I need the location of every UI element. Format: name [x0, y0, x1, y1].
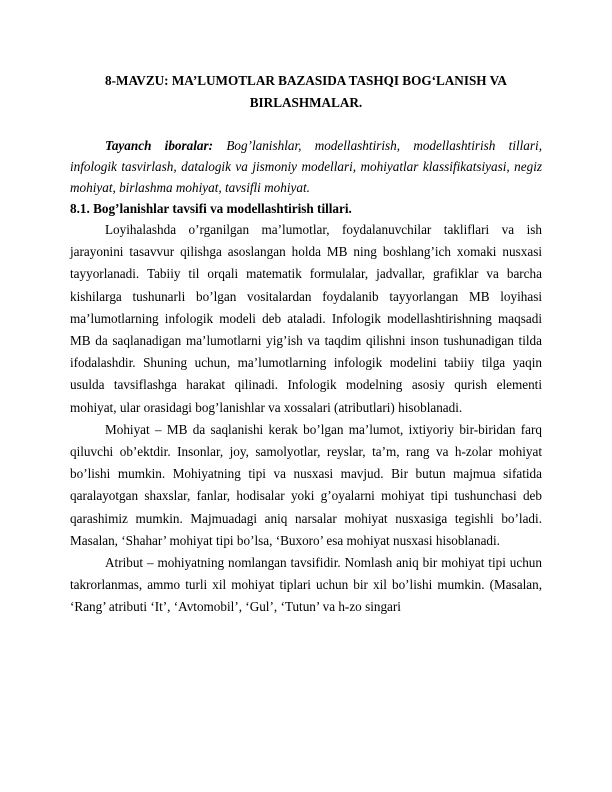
keywords-lead: Tayanch iboralar: — [105, 138, 214, 153]
paragraph-infologik-model: Loyihalashda o’rganilgan ma’lumotlar, foydalanuvchilar takliflari va ish jarayonini tasavvur qilishga asoslangan holda MB ning boshlang’ich xomaki nusxasi tayyorlanadi. Tabiiy til orqali matematik formulalar, jadvallar, grafiklar va barcha kishilarga tushunarli bo’lgan vositalardan foydalanib tayyorlangan MB loyihasi ma’lumotlarning infologik modeli deb ataladi. Infologik modellashtirishning maqsadi MB da saqlanadigan ma’lumotlarni yig’ish va taqdim qilishni inson tushunadigan tilda ifodalashdir. Shuning uchun, ma’lumotlarning infologik modelini tabiiy tilga yaqin usulda tavsiflashga harakat qilinadi. Infologik modelning asosiy qurish elementi mohiyat, ular orasidagi bog’lanishlar va xossalari (atributlari) hisoblanadi. — [70, 222, 542, 415]
paragraph-mohiyat: Mohiyat – MB da saqlanishi kerak bo’lgan ma’lumot, ixtiyoriy bir-biridan farq qiluvchi ob’ektdir. Insonlar, joy, samolyotlar, reyslar, ta’m, rang va h-zolar mohiyat bo’lishi mumkin. Mohiyatning tipi va nusxasi mavjud. Bir butun majmua sifatida qaralayotgan shaxslar, fanlar, hodisalar yoki g’oyalarni mohiyat tipi tushunchasi deb qarashimiz mumkin. Majmuadagi aniq narsalar mohiyat nusxasiga tegishli bo’ladi. Masalan, ‘Shahar’ mohiyat tipi bo’lsa, ‘Buxoro’ esa mohiyat nusxasi hisoblanadi. — [70, 421, 542, 548]
spacer — [70, 114, 542, 135]
paragraph-atribut: Atribut – mohiyatning nomlangan tavsifidir. Nomlash aniq bir mohiyat tipi uchun takrorlanmas, ammo turli xil mohiyat tiplari uchun bir xil bo’lishi mumkin. (Masalan, ‘Rang’ atributi ‘It’, ‘Avtomobil’, ‘Gul’, ‘Tutun’ va h-zo singari — [70, 555, 542, 615]
keywords-paragraph — [70, 135, 542, 198]
document-page — [70, 70, 542, 619]
document-title — [70, 70, 542, 114]
title-line-1: 8-MAVZU: MA’LUMOTLAR BAZASIDA TASHQI BOG‘LANISH VA — [105, 73, 507, 88]
section-heading: 8.1. Bog’lanishlar tavsifi va modellashtirish tillari. — [70, 201, 352, 216]
title-line-2: BIRLASHMALAR. — [249, 95, 363, 110]
keywords-text: Bog’lanishlar, modellashtirish, modellashtirish tillari, infologik tasvirlash, datalogik va jismoniy modellari, mohiyatlar klassifikatsiyasi, negiz mohiyat, birlashma mohiyat, tavsifli mohiyat. — [70, 138, 542, 195]
